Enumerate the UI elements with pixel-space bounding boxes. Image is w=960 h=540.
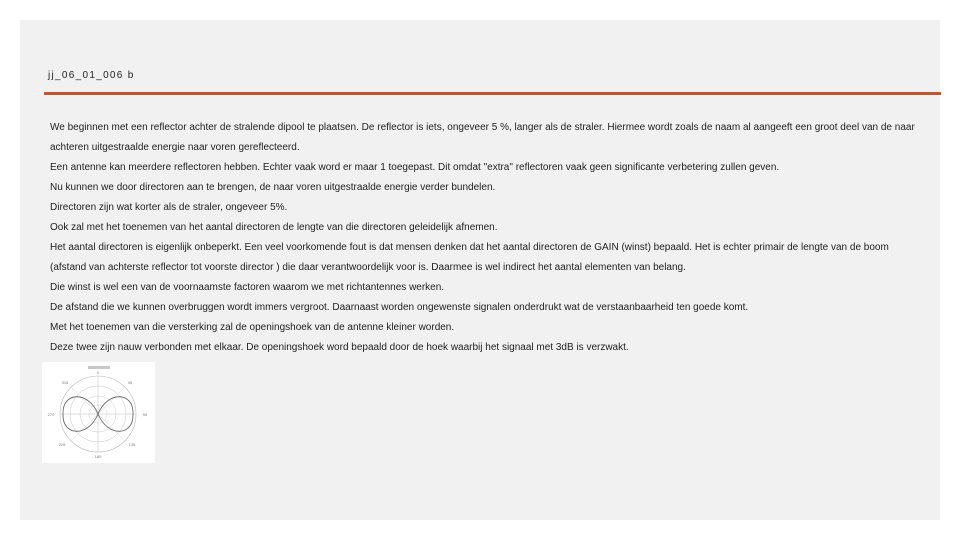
paragraph: Een antenne kan meerdere reflectoren hebben. Echter vaak word er maar 1 toegepast. Dit omdat "extra" reflectoren vaak geen significante verbetering zullen geven. [50, 162, 780, 173]
paragraph: Nu kunnen we door directoren aan te brengen, de naar voren uitgestraalde energie verder bundelen. [50, 182, 496, 193]
angle-label: 225 [58, 442, 66, 447]
body-text [50, 118, 920, 358]
angle-label: 270 [47, 412, 55, 417]
angle-label: 315 [61, 380, 69, 385]
paragraph: Directoren zijn wat korter als de straler, ongeveer 5%. [50, 202, 288, 213]
paragraph: We beginnen met een reflector achter de stralende dipool te plaatsen. De reflector is iets, ongeveer 5 %, langer als de straler. Hiermee wordt zoals de naam al aangeeft een groot deel van de naar achteren uitgestraalde energie naar voren gereflecteerd. [50, 122, 915, 153]
paragraph: Ook zal met het toenemen van het aantal directoren de lengte van die directoren geleidelijk afnemen. [50, 222, 498, 233]
paragraph: Deze twee zijn nauw verbonden met elkaar. De openingshoek word bepaald door de hoek waarbij het signaal met 3dB is verzwakt. [50, 342, 629, 353]
polar-diagram [42, 362, 155, 463]
angle-label: 0 [96, 370, 100, 375]
title-divider [44, 92, 941, 95]
slide-title: jj_06_01_006 b [48, 70, 135, 81]
angle-label: 180 [94, 454, 102, 459]
angle-label: 90 [142, 412, 148, 417]
diagram-header [88, 366, 110, 369]
slide [20, 20, 940, 520]
radiation-pattern-image [42, 362, 155, 463]
paragraph: De afstand die we kunnen overbruggen wordt immers vergroot. Daarnaast worden ongewenste signalen onderdrukt wat de verstaanbaarheid ten goede komt. [50, 302, 749, 313]
angle-label: 45 [127, 380, 133, 385]
paragraph: Met het toenemen van die versterking zal de openingshoek van de antenne kleiner worden. [50, 322, 455, 333]
paragraph: Het aantal directoren is eigenlijk onbeperkt. Een veel voorkomende fout is dat mensen denken dat het aantal directoren de GAIN (winst) bepaald. Het is echter primair de lengte van de boom (afstand van achterste reflector tot voorste director ) die daar verantwoordelijk voor is. Daarmee is wel indirect het aantal elementen van belang. [50, 242, 889, 273]
paragraph: Die winst is wel een van de voornaamste factoren waarom we met richtantennes werken. [50, 282, 445, 293]
angle-label: 135 [128, 442, 136, 447]
